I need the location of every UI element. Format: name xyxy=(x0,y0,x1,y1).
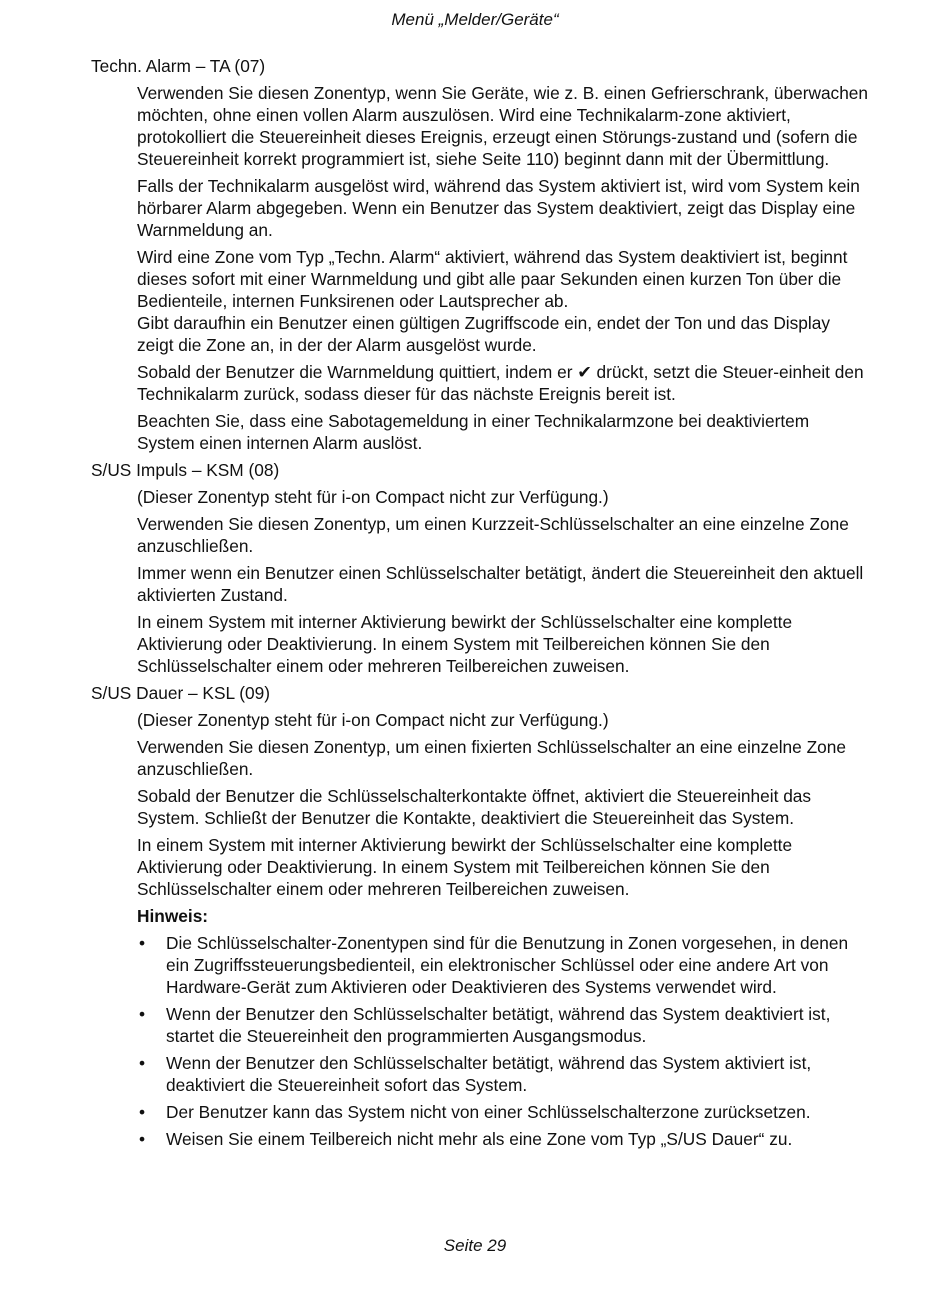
document-body xyxy=(91,55,871,1155)
paragraph: Wird eine Zone vom Typ „Techn. Alarm“ aktiviert, während das System deaktiviert ist, beginnt dieses sofort mit einer Warnmeldung und gibt alle paar Sekunden einen kurzen Ton über die Bedienteile, internen Funksirenen oder Lautsprecher ab. xyxy=(137,247,848,311)
paragraph: In einem System mit interner Aktivierung bewirkt der Schlüsselschalter eine komplette Aktivierung oder Deaktivierung. In einem System mit Teilbereichen können Sie den Schlüsselschalter einem oder mehreren Teilbereichen zuweisen. xyxy=(137,835,793,899)
list-item: • Die Schlüsselschalter-Zonentypen sind für die Benutzung in Zonen vorgesehen, in denen ein Zugriffssteuerungsbedienteil, ein elektronischer Schlüssel oder eine andere Art von Hardware-Gerät zum Aktivieren oder Deaktivieren des Systems verwendet wird. xyxy=(137,932,871,998)
paragraph: Verwenden Sie diesen Zonentyp, wenn Sie Geräte, wie z. B. einen Gefrierschrank, überwachen möchten, ohne einen vollen Alarm auszulösen. Wird eine Technikalarm-zone aktiviert, protokolliert die Steuereinheit dieses Ereignis, erzeugt einen Störungs-zustand und (sofern die Steuereinheit korrekt programmiert ist, siehe Seite 110) beginnt dann mit der Übermittlung. xyxy=(137,83,869,169)
paragraph: Verwenden Sie diesen Zonentyp, um einen Kurzzeit-Schlüsselschalter an eine einzelne Zone anzuschließen. xyxy=(137,514,849,556)
note-list xyxy=(137,932,871,1150)
list-item: • Wenn der Benutzer den Schlüsselschalter betätigt, während das System deaktiviert ist, startet die Steuereinheit den programmierten Ausgangsmodus. xyxy=(137,1003,871,1047)
paragraph: Sobald der Benutzer die Warnmeldung quittiert, indem er ✔ drückt, setzt die Steuer-einheit den Technikalarm zurück, sodass dieser für das nächste Ereignis bereit ist. xyxy=(137,362,864,404)
list-item: • Der Benutzer kann das System nicht von einer Schlüsselschalterzone zurücksetzen. xyxy=(137,1101,871,1123)
note-heading: Hinweis: xyxy=(137,906,209,926)
paragraph: Falls der Technikalarm ausgelöst wird, während das System aktiviert ist, wird vom System kein hörbarer Alarm abgegeben. Wenn ein Benutzer das System deaktiviert, zeigt das Display eine Warnmeldung an. xyxy=(137,176,860,240)
paragraph: (Dieser Zonentyp steht für i-on Compact nicht zur Verfügung.) xyxy=(137,710,609,730)
section-title-sus-dauer: S/US Dauer – KSL (09) xyxy=(91,683,270,703)
paragraph: Verwenden Sie diesen Zonentyp, um einen fixierten Schlüsselschalter an eine einzelne Zone anzuschließen. xyxy=(137,737,846,779)
list-item: • Wenn der Benutzer den Schlüsselschalter betätigt, während das System aktiviert ist, deaktiviert die Steuereinheit sofort das System. xyxy=(137,1052,871,1096)
section-title-sus-impuls: S/US Impuls – KSM (08) xyxy=(91,460,280,480)
paragraph: Immer wenn ein Benutzer einen Schlüsselschalter betätigt, ändert die Steuereinheit den aktuell aktivierten Zustand. xyxy=(137,563,864,605)
page-number: Seite 29 xyxy=(443,1236,507,1255)
paragraph: Beachten Sie, dass eine Sabotagemeldung in einer Technikalarmzone bei deaktiviertem System einen internen Alarm auslöst. xyxy=(137,411,810,453)
paragraph: (Dieser Zonentyp steht für i-on Compact nicht zur Verfügung.) xyxy=(137,487,609,507)
paragraph: Sobald der Benutzer die Schlüsselschalterkontakte öffnet, aktiviert die Steuereinheit das System. Schließt der Benutzer die Kontakte, deaktiviert die Steuereinheit das System. xyxy=(137,786,812,828)
page-header: Menü „Melder/Geräte“ xyxy=(391,10,559,29)
list-item: • Weisen Sie einem Teilbereich nicht mehr als eine Zone vom Typ „S/US Dauer“ zu. xyxy=(137,1128,871,1150)
section-title-techn-alarm: Techn. Alarm – TA (07) xyxy=(91,56,266,76)
paragraph: Gibt daraufhin ein Benutzer einen gültigen Zugriffscode ein, endet der Ton und das Display zeigt die Zone an, in der der Alarm ausgelöst wurde. xyxy=(137,313,830,355)
paragraph: In einem System mit interner Aktivierung bewirkt der Schlüsselschalter eine komplette Aktivierung oder Deaktivierung. In einem System mit Teilbereichen können Sie den Schlüsselschalter einem oder mehreren Teilbereichen zuweisen. xyxy=(137,612,793,676)
